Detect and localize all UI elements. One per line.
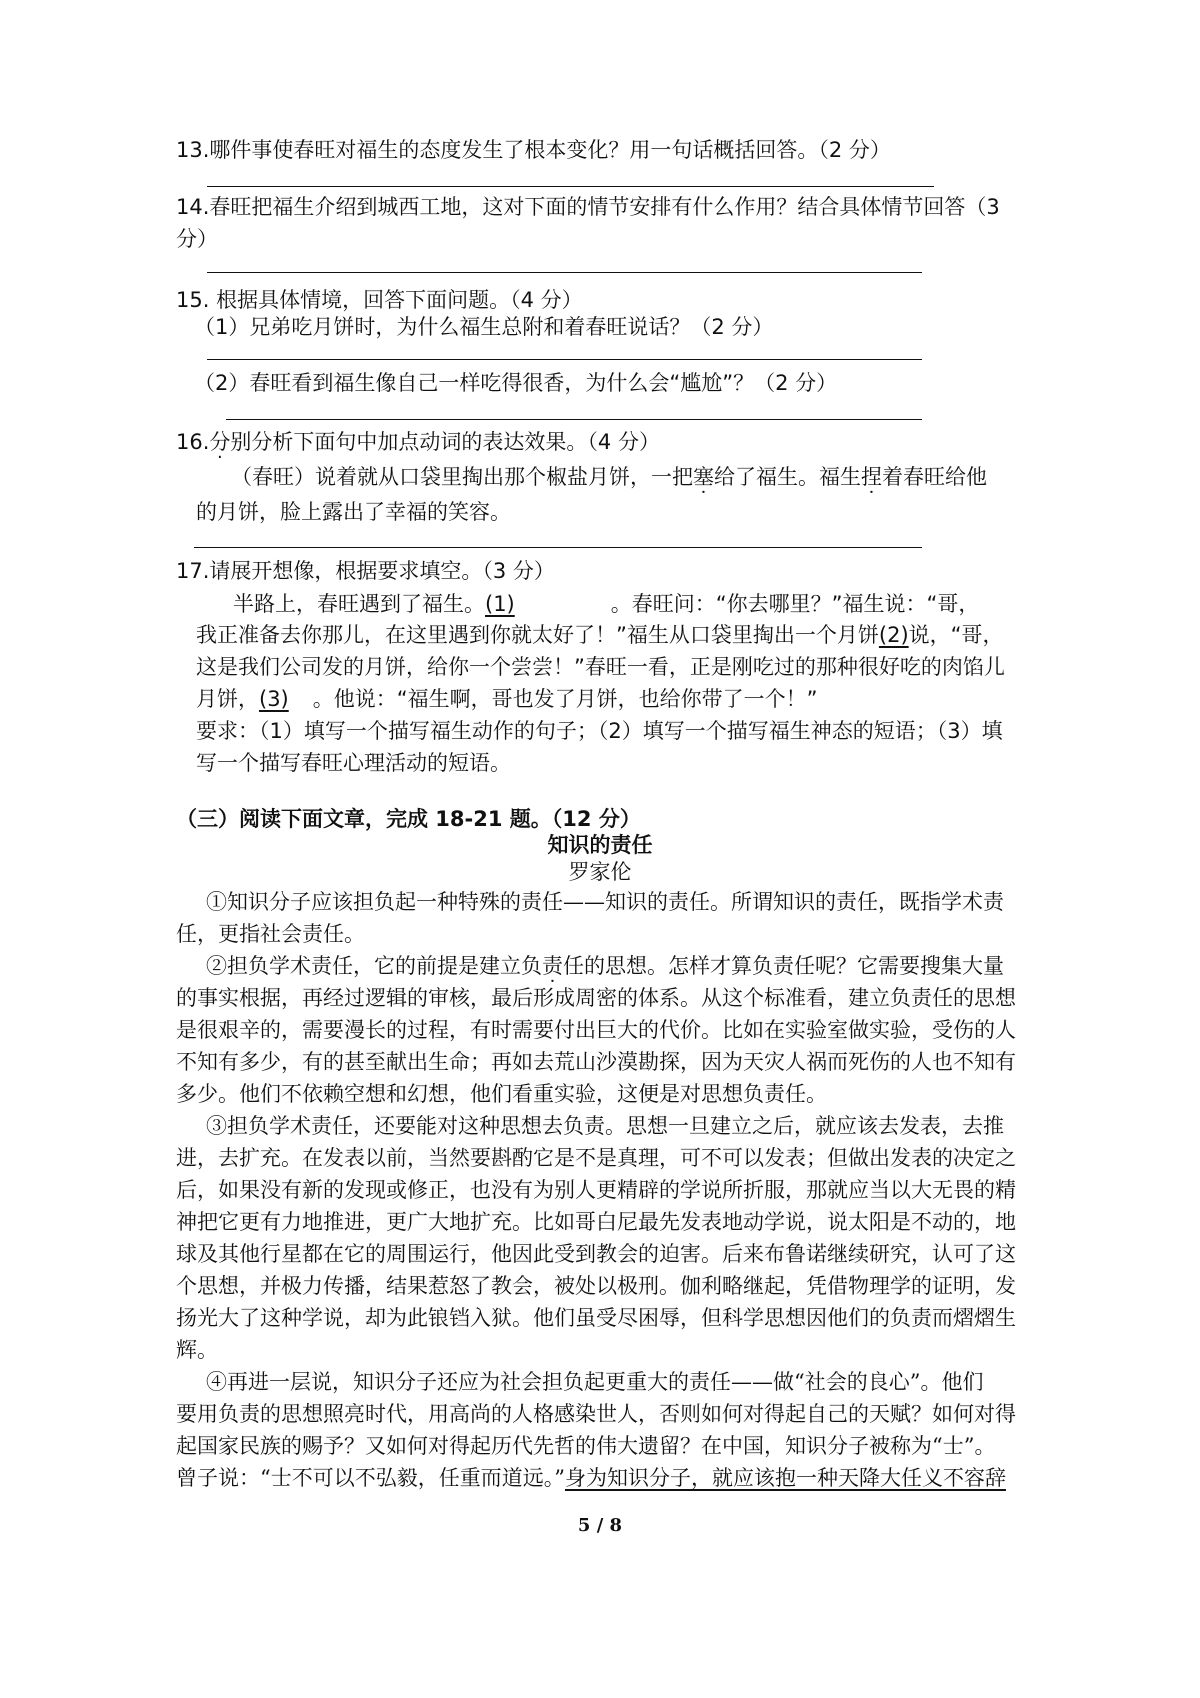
quote-16-line-2: 的月饼，脸上露出了幸福的笑容。	[196, 500, 511, 524]
q17-line-2	[196, 620, 1004, 650]
fill-blank-3[interactable]	[259, 687, 313, 711]
blank-3-label: (3)	[259, 687, 289, 711]
dotted-word-nie: 捏	[861, 465, 882, 489]
q17-line-1	[233, 589, 979, 619]
article-author: 罗家伦	[568, 860, 632, 884]
q17-line-4	[196, 684, 818, 714]
question-13: 13.哪件事使春旺对福生的态度发生了根本变化？用一句话概括回答。（2 分）	[176, 138, 891, 162]
q17-text-4a: 月饼，	[196, 687, 259, 711]
para-1-line-1: ①知识分子应该担负起一种特殊的责任——知识的责任。所谓知识的责任，既指学术责	[206, 890, 1004, 914]
para-2-line-5: 多少。他们不依赖空想和幻想，他们看重实验，这便是对思想负责任。	[176, 1082, 827, 1106]
para-3-line-3: 后，如果没有新的发现或修正，也没有为别人更精辟的学说所折服，那就应当以大无畏的精	[176, 1178, 1016, 1202]
q17-requirement-2: 写一个描写春旺心理活动的短语。	[196, 751, 511, 775]
q17-requirement-1: 要求：（1）填写一个描写福生动作的句子；（2）填写一个描写福生神态的短语；（3）填	[196, 719, 1003, 743]
para-4-line-2: 要用负责的思想照亮时代，用高尚的人格感染世人，否则如何对得起自己的天赋？如何对得	[176, 1402, 1016, 1426]
answer-line-15-1[interactable]	[207, 359, 922, 360]
quote-16-part-c: 着春旺给他	[882, 465, 987, 489]
q17-text-1b: 。春旺问：“你去哪里？”福生说：“哥，	[610, 592, 980, 616]
quote-16-part-b: 给了福生。福生	[714, 465, 861, 489]
para-3-line-8: 辉。	[176, 1338, 218, 1362]
article-title: 知识的责任	[547, 833, 653, 857]
q17-text-2b: 说，“哥，	[908, 623, 1004, 647]
para-3-line-2: 进，去扩充。在发表以前，当然要斟酌它是不是真理，可不可以发表；但做出发表的决定之	[176, 1146, 1016, 1170]
para-2-text-a: ②担负学术责任，它的前提是建立	[206, 954, 521, 978]
page-number: 5 / 8	[577, 1515, 623, 1536]
para-3-line-6: 个思想，并极力传播，结果惹怒了教会，被处以极刑。伽利略继起，凭借物理学的证明，发	[176, 1274, 1016, 1298]
answer-line-16[interactable]	[194, 547, 922, 548]
para-2-line-4: 不知有多少，有的甚至献出生命；再如去荒山沙漠勘探，因为天灾人祸而死伤的人也不知有	[176, 1050, 1016, 1074]
question-15: 15. 根据具体情境，回答下面问题。（4 分）	[176, 288, 583, 312]
para-4-line-4	[176, 1463, 1006, 1493]
para-1-line-2: 任，更指社会责任。	[176, 922, 365, 946]
fill-blank-2[interactable]: (2)	[878, 623, 909, 647]
q17-text-2a: 我正准备去你那儿，在这里遇到你就太好了！”福生从口袋里掏出一个月饼	[196, 623, 879, 647]
quote-16-line-1	[231, 462, 987, 492]
q17-text-1a: 半路上，春旺遇到了福生。	[233, 592, 485, 616]
dotted-word-sai: 塞	[693, 465, 714, 489]
underlined-sentence: 身为知识分子，就应该抱一种天降大任义不容辞	[564, 1466, 1006, 1490]
question-16-rest: 别分析下面句中加点动词的表达效果。（4 分）	[230, 430, 660, 454]
fill-blank-1[interactable]	[485, 592, 611, 616]
q17-text-4b: 。他说：“福生啊，哥也发了月饼，也给你带了一个！”	[312, 687, 818, 711]
para-3-line-4: 神把它更有力地推进，更广大地扩充。比如哥白尼最先发表地动学说，说太阳是不动的，地	[176, 1210, 1016, 1234]
dotted-word-fen: 分	[209, 430, 231, 454]
answer-line-13[interactable]	[207, 186, 934, 187]
para-3-line-7: 扬光大了这种学说，却为此锒铛入狱。他们虽受尽困辱，但科学思想因他们的负责而熠熠生	[176, 1306, 1016, 1330]
blank-1-label: (1)	[485, 592, 515, 616]
para-4-line-1: ④再进一层说，知识分子还应为社会担负起更重大的责任——做“社会的良心”。他们	[206, 1370, 984, 1394]
para-4-line-3: 起国家民族的赐予？又如何对得起历代先哲的伟大遗留？在中国，知识分子被称为“士”。	[176, 1434, 996, 1458]
para-3-line-5: 球及其他行星都在它的周围运行，他因此受到教会的迫害。后来布鲁诺继续研究，认可了这	[176, 1242, 1016, 1266]
question-14-line-2: 分）	[176, 227, 218, 251]
question-16	[176, 427, 660, 457]
section-3-heading: （三）阅读下面文章，完成 18-21 题。（12 分）	[176, 807, 641, 831]
question-14-line-1: 14.春旺把福生介绍到城西工地，这对下面的情节安排有什么作用？结合具体情节回答（3	[176, 195, 1000, 219]
q17-line-3: 这是我们公司发的月饼，给你一个尝尝！”春旺一看，正是刚吃过的那种很好吃的肉馅儿	[196, 655, 1005, 679]
para-2-line-1	[206, 951, 1004, 981]
question-15-sub-1: （1）兄弟吃月饼时，为什么福生总附和着春旺说话？（2 分）	[194, 315, 774, 339]
dotted-phrase-fuzeren: 负责任	[521, 954, 584, 978]
question-15-sub-2: （2）春旺看到福生像自己一样吃得很香，为什么会“尴尬”？（2 分）	[194, 371, 838, 395]
answer-line-15-2[interactable]	[226, 419, 922, 420]
question-17: 17.请展开想像，根据要求填空。（3 分）	[176, 559, 555, 583]
para-3-line-1: ③担负学术责任，还要能对这种思想去负责。思想一旦建立之后，就应该去发表，去推	[206, 1114, 1004, 1138]
quote-16-part-a: （春旺）说着就从口袋里掏出那个椒盐月饼，一把	[231, 465, 693, 489]
para-2-line-3: 是很艰辛的，需要漫长的过程，有时需要付出巨大的代价。比如在实验室做实验，受伤的人	[176, 1018, 1016, 1042]
para-4-text-a: 曾子说：“士不可以不弘毅，任重而道远。”	[176, 1466, 565, 1490]
para-2-text-b: 的思想。怎样才算负责任呢？它需要搜集大量	[584, 954, 1004, 978]
answer-line-14[interactable]	[207, 272, 922, 273]
question-16-prefix: 16.	[176, 430, 210, 454]
para-2-line-2: 的事实根据，再经过逻辑的审核，最后形成周密的体系。从这个标准看，建立负责任的思想	[176, 986, 1016, 1010]
